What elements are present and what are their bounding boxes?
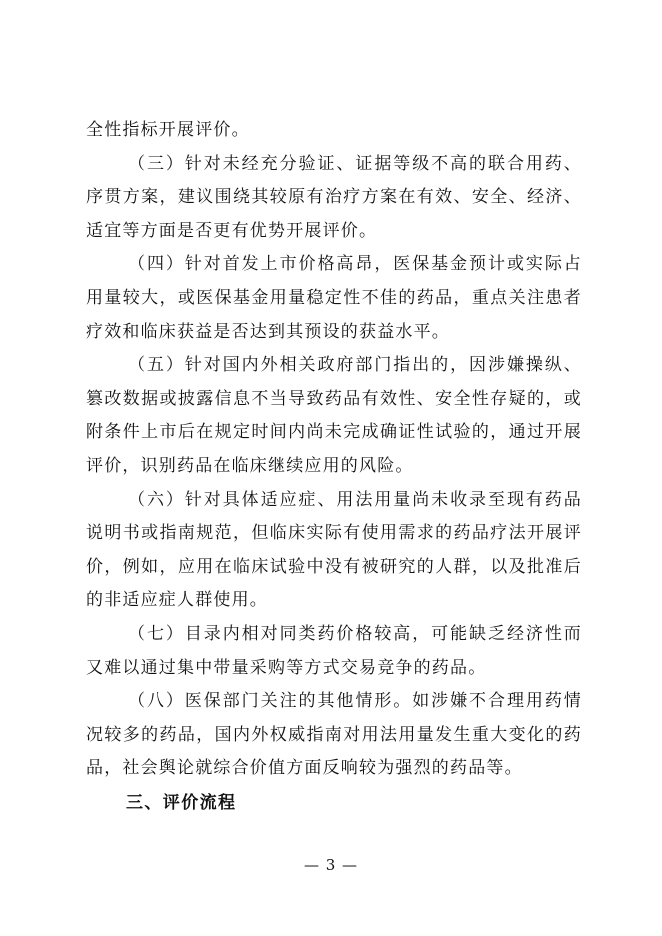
paragraph-item-5: （五）针对国内外相关政府部门指出的，因涉嫌操纵、篡改数据或披露信息不当导致药品有效性、安全性存疑的，或附条件上市后在规定时间内尚未完成确证性试验的，通过开展评价，识别药品在临床继续应用的风险。 — [86, 355, 582, 476]
paragraph-item-6: （六）针对具体适应症、用法用量尚未收录至现有药品说明书或指南规范，但临床实际有使用需求的药品疗法开展评价，例如，应用在临床试验中没有被研究的人群，以及批准后的非适应症人群使用。 — [86, 489, 582, 611]
paragraph-item-8: （八）医保部门关注的其他情形。如涉嫌不合理用药情况较多的药品，国内外权威指南对用法用量发生重大变化的药品，社会舆论就综合价值方面反响较为强烈的药品等。 — [86, 691, 582, 779]
paragraph-item-3: （三）针对未经充分验证、证据等级不高的联合用药、序贯方案，建议围绕其较原有治疗方案在有效、安全、经济、适宜等方面是否更有优势开展评价。 — [86, 153, 582, 241]
paragraph-continuation: 全性指标开展评价。 — [86, 120, 250, 140]
section-heading: 三、评价流程 — [126, 792, 237, 813]
page-body — [86, 114, 582, 820]
paragraph-item-7: （七）目录内相对同类药价格较高，可能缺乏经济性而又难以通过集中带量采购等方式交易竞争的药品。 — [86, 623, 582, 678]
paragraph-item-4: （四）针对首发上市价格高昂，医保基金预计或实际占用量较大，或医保基金用量稳定性不佳的药品，重点关注患者疗效和临床获益是否达到其预设的获益水平。 — [86, 254, 582, 342]
page-number: — 3 — — [303, 856, 359, 874]
